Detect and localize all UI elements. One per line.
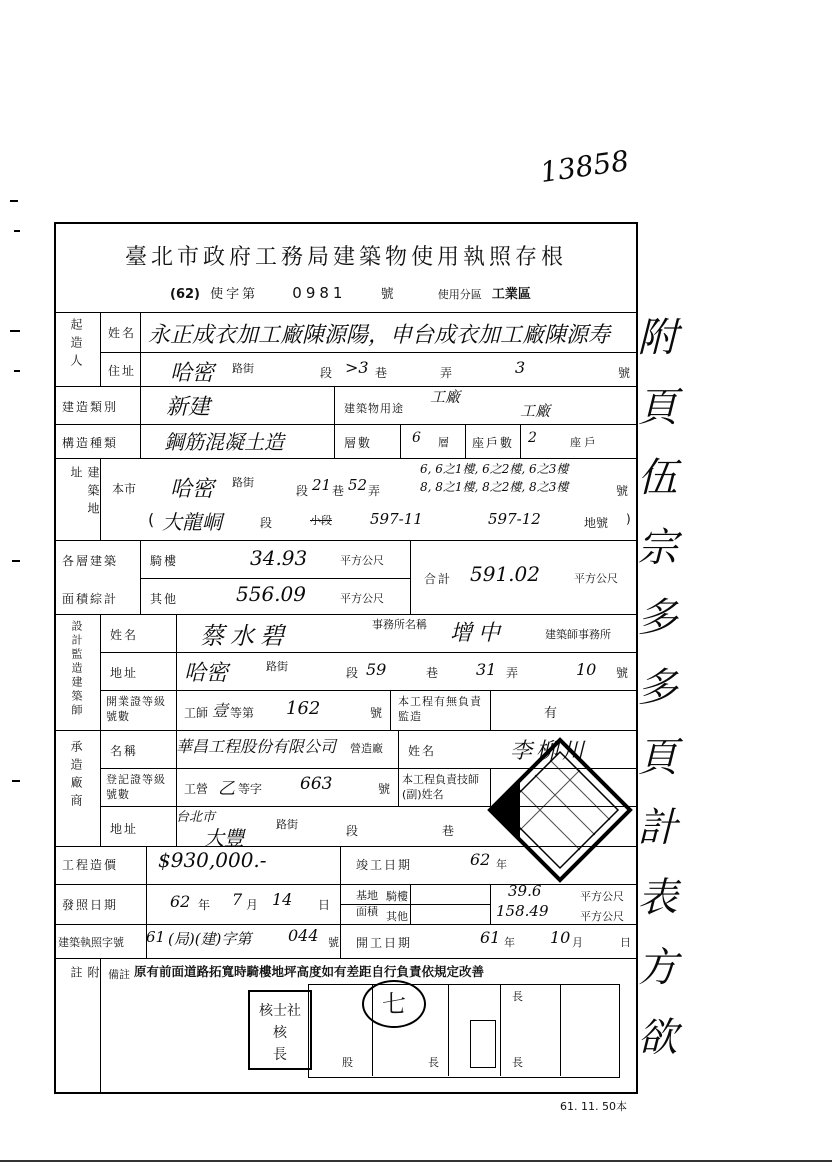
site-numbers-row1: 6, 6之1樓, 6之2樓, 6之3樓 <box>420 462 569 476</box>
signoff-f1: 股 <box>342 1056 353 1069</box>
start-day-unit: 日 <box>620 936 631 949</box>
start-month: 10 <box>550 928 571 947</box>
architect-addr-alley-unit: 弄 <box>506 666 519 680</box>
applicant-addr-street-unit: 路街 <box>232 362 254 375</box>
contractor-reg-no: 663 <box>300 774 333 794</box>
notes-section-label: 附註 <box>69 966 100 1048</box>
architect-addr-sec-unit: 段 <box>346 666 359 680</box>
signoff-f4: 長 <box>512 1056 523 1069</box>
signoff-f5: 長 <box>512 990 523 1003</box>
seal-stamp: 七 <box>362 980 426 1028</box>
site-alley-unit: 弄 <box>368 484 381 498</box>
issue-year-unit: 年 <box>198 898 211 912</box>
site-lot-1: 597-11 <box>370 510 423 528</box>
form-footer: 61. 11. 50本 <box>560 1100 627 1113</box>
complete-label: 竣工日期 <box>356 858 413 872</box>
contractor-section-label: 承造廠商 <box>69 740 83 812</box>
architect-addr-lane: 59 <box>366 660 387 679</box>
architect-license-prefix: 工師 <box>184 706 209 720</box>
area-arcade-unit: 平方公尺 <box>340 554 384 567</box>
applicant-address-label: 住址 <box>108 364 137 378</box>
site-road: 哈密 <box>170 477 215 502</box>
use-value-1: 工廠 <box>430 388 461 406</box>
architect-office-suffix: 建築師事務所 <box>545 628 611 641</box>
contractor-engineer-label: 本工程負責技師(副)姓名 <box>402 773 479 801</box>
contractor-person: 李柳川 <box>510 739 589 764</box>
permit-unit: 號 <box>328 936 339 949</box>
license-label: 使字第 <box>210 287 259 302</box>
license-line <box>170 283 531 302</box>
contractor-person-label: 姓名 <box>408 744 437 758</box>
architect-license-grade: 壹 <box>212 701 229 720</box>
units-value: 2 <box>528 430 537 446</box>
site-numbers-row2: 8, 8之1樓, 8之2樓, 8之3樓 <box>420 480 569 494</box>
applicant-section-label: 起造人 <box>69 318 83 372</box>
floors-value: 6 <box>412 430 421 446</box>
permit-year: 61 <box>146 928 166 946</box>
zone-value: 工業區 <box>491 287 531 302</box>
area-arcade-label: 騎樓 <box>150 554 179 568</box>
applicant-addr-no: 3 <box>515 358 526 377</box>
start-year-unit: 年 <box>504 936 515 949</box>
permit-no: 044 <box>288 926 319 945</box>
units-unit: 座 戶 <box>570 436 596 449</box>
signoff-grid <box>308 984 620 1078</box>
site-arcade-label: 騎樓 <box>386 890 408 903</box>
diagonal-seal <box>480 730 640 890</box>
date-stamp <box>470 1020 496 1068</box>
contractor-name-label: 名稱 <box>110 744 139 758</box>
site-city: 本市 <box>112 482 137 496</box>
architect-supervise-value: 有 <box>544 706 558 721</box>
applicant-addr-lane: >3 <box>345 358 369 377</box>
units-label: 座戶數 <box>472 436 515 450</box>
site-subsec-unit: 小段 <box>310 514 332 527</box>
issue-year: 62 <box>170 892 191 911</box>
area-total-unit: 平方公尺 <box>574 572 618 585</box>
remark-label: 備註 <box>108 968 130 981</box>
start-month-unit: 月 <box>572 936 583 949</box>
license-year: (62) <box>170 287 200 302</box>
site-lot-unit: 地號 <box>584 516 609 530</box>
category-label: 建造類別 <box>62 400 119 414</box>
area-other-label: 其他 <box>150 592 179 606</box>
site-arcade-unit: 平方公尺 <box>580 890 624 903</box>
complete-year: 62 <box>470 850 491 869</box>
area-label-1: 各層建築 <box>62 554 119 568</box>
area-total-label: 合計 <box>424 572 453 586</box>
applicant-addr-no-unit: 號 <box>618 366 631 380</box>
site-district-unit: 段 <box>260 516 273 530</box>
site-lane-unit: 巷 <box>332 484 345 498</box>
contractor-addr-road-unit: 路街 <box>276 818 298 831</box>
area-total-value: 591.02 <box>470 562 540 586</box>
contractor-addr-road: 大豐 <box>204 826 244 850</box>
applicant-name: 永正成衣加工廠陳源陽，申台成衣加工廠陳源寿 <box>148 323 611 348</box>
use-value-2: 工廠 <box>520 402 551 420</box>
remark-value: 原有前面道路拓寬時騎樓地坪高度如有差距自行負責依規定改善 <box>134 964 485 979</box>
approval-stamp: 核士社 核 長 <box>248 990 312 1070</box>
site-arcade-value: 39.6 <box>508 882 542 900</box>
architect-office: 增中 <box>450 621 507 646</box>
page-bottom-edge <box>0 1160 832 1162</box>
architect-addr-road: 哈密 <box>184 661 229 686</box>
area-arcade-value: 34.93 <box>250 546 308 570</box>
complete-year-unit: 年 <box>496 858 507 871</box>
permit-label: 建築執照字號 <box>58 936 124 949</box>
architect-addr-road-unit: 路街 <box>266 660 288 673</box>
contractor-name: 華昌工程股份有限公司 <box>176 737 337 756</box>
permit-char: (局)(建)字第 <box>168 930 252 948</box>
site-district: 大龍峒 <box>162 510 222 534</box>
applicant-name-label: 姓名 <box>108 326 137 340</box>
architect-license-mid: 等第 <box>230 706 255 720</box>
contractor-addr-city: 台北市 <box>176 810 216 825</box>
start-label: 開工日期 <box>356 936 413 950</box>
site-area-label: 基地面積 <box>356 889 378 918</box>
contractor-reg-mid: 等字 <box>238 782 263 796</box>
applicant-addr-alley-unit: 弄 <box>440 366 453 380</box>
zone-label: 使用分區 <box>437 288 482 301</box>
site-other-label: 其他 <box>386 910 408 923</box>
issue-date <box>146 884 340 924</box>
architect-address-label: 地址 <box>110 666 139 680</box>
architect-addr-lane-unit: 巷 <box>426 666 439 680</box>
margin-text: 附頁伍宗多多頁計表方欲 <box>631 316 677 1086</box>
site-sec-unit: 段 <box>296 484 309 498</box>
contractor-name-suffix: 營造廠 <box>350 742 383 755</box>
site-no-unit: 號 <box>616 484 629 498</box>
site-other-value: 158.49 <box>496 902 549 920</box>
applicant-address <box>170 356 636 384</box>
issue-day-unit: 日 <box>318 898 331 912</box>
contractor-reg <box>176 768 398 806</box>
issue-label: 發照日期 <box>62 898 119 912</box>
cost-value: $930,000.- <box>158 848 267 872</box>
area-other-value: 556.09 <box>236 582 306 606</box>
signoff-f3: 長 <box>428 1056 439 1069</box>
site-address: 本市 哈密 路街 段 21 巷 52 弄 6, 6之1樓, 6之2樓, 6之3樓 8, 8之1樓, 8之2樓, 8之3樓 號 ( 大龍峒 段 小段 597-11 597-12 地號 ) <box>112 462 631 534</box>
architect-address <box>176 652 636 690</box>
structure-value: 鋼筋混凝土造 <box>164 430 284 454</box>
contractor-reg-unit: 號 <box>378 782 391 796</box>
architect-addr-alley: 31 <box>476 660 497 679</box>
file-number: 13858 <box>538 143 631 190</box>
architect-office-label: 事務所名稱 <box>372 618 427 631</box>
site-alley: 52 <box>348 476 368 494</box>
contractor-reg-grade: 乙 <box>218 779 235 799</box>
architect-addr-no: 10 <box>576 660 597 679</box>
area-label-2: 面積綜計 <box>62 592 119 606</box>
site-section-label: 建築地址 <box>69 466 100 520</box>
start-year: 61 <box>480 928 501 947</box>
cost-label: 工程造價 <box>62 858 119 872</box>
site-road-unit: 路街 <box>232 476 254 489</box>
license-number: 0981 <box>292 284 347 302</box>
applicant-addr-street: 哈密 <box>170 361 215 386</box>
area-other-unit: 平方公尺 <box>340 592 384 605</box>
contractor-reg-prefix: 工營 <box>184 782 209 796</box>
architect-addr-no-unit: 號 <box>616 666 629 680</box>
architect-license-unit: 號 <box>370 706 383 720</box>
license-suffix: 號 <box>380 287 394 302</box>
structure-label: 構造種類 <box>62 436 119 450</box>
use-label: 建築物用途 <box>344 402 404 415</box>
floors-label: 層數 <box>344 436 373 450</box>
site-lot-2: 597-12 <box>488 510 541 528</box>
contractor-reg-label: 登記證等級號數 <box>106 773 166 801</box>
architect-supervise-label: 本工程有無負責監造 <box>398 695 482 723</box>
architect-name: 蔡水碧 <box>200 622 290 650</box>
architect-section-label: 設計監造建築師 <box>70 620 83 718</box>
form-title: 臺北市政府工務局建築物使用執照存根 <box>124 245 567 270</box>
issue-month: 7 <box>232 890 243 909</box>
applicant-addr-lane-unit: 巷 <box>375 366 388 380</box>
contractor-addr-sec-unit: 段 <box>346 824 359 838</box>
architect-license-no: 162 <box>286 698 321 719</box>
category-value: 新建 <box>166 395 211 420</box>
floors-unit: 層 <box>438 436 449 449</box>
architect-name-label: 姓名 <box>110 628 139 642</box>
site-lane: 21 <box>312 476 332 494</box>
site-other-unit: 平方公尺 <box>580 910 624 923</box>
architect-license <box>176 690 390 730</box>
architect-license-label: 開業證等級號數 <box>106 695 166 723</box>
left-margin-marks <box>8 200 20 760</box>
contractor-address-label: 地址 <box>110 822 139 836</box>
issue-day: 14 <box>272 890 293 909</box>
applicant-addr-sec: 段 <box>320 366 333 380</box>
contractor-addr-lane-unit: 巷 <box>442 824 455 838</box>
issue-month-unit: 月 <box>246 898 259 912</box>
